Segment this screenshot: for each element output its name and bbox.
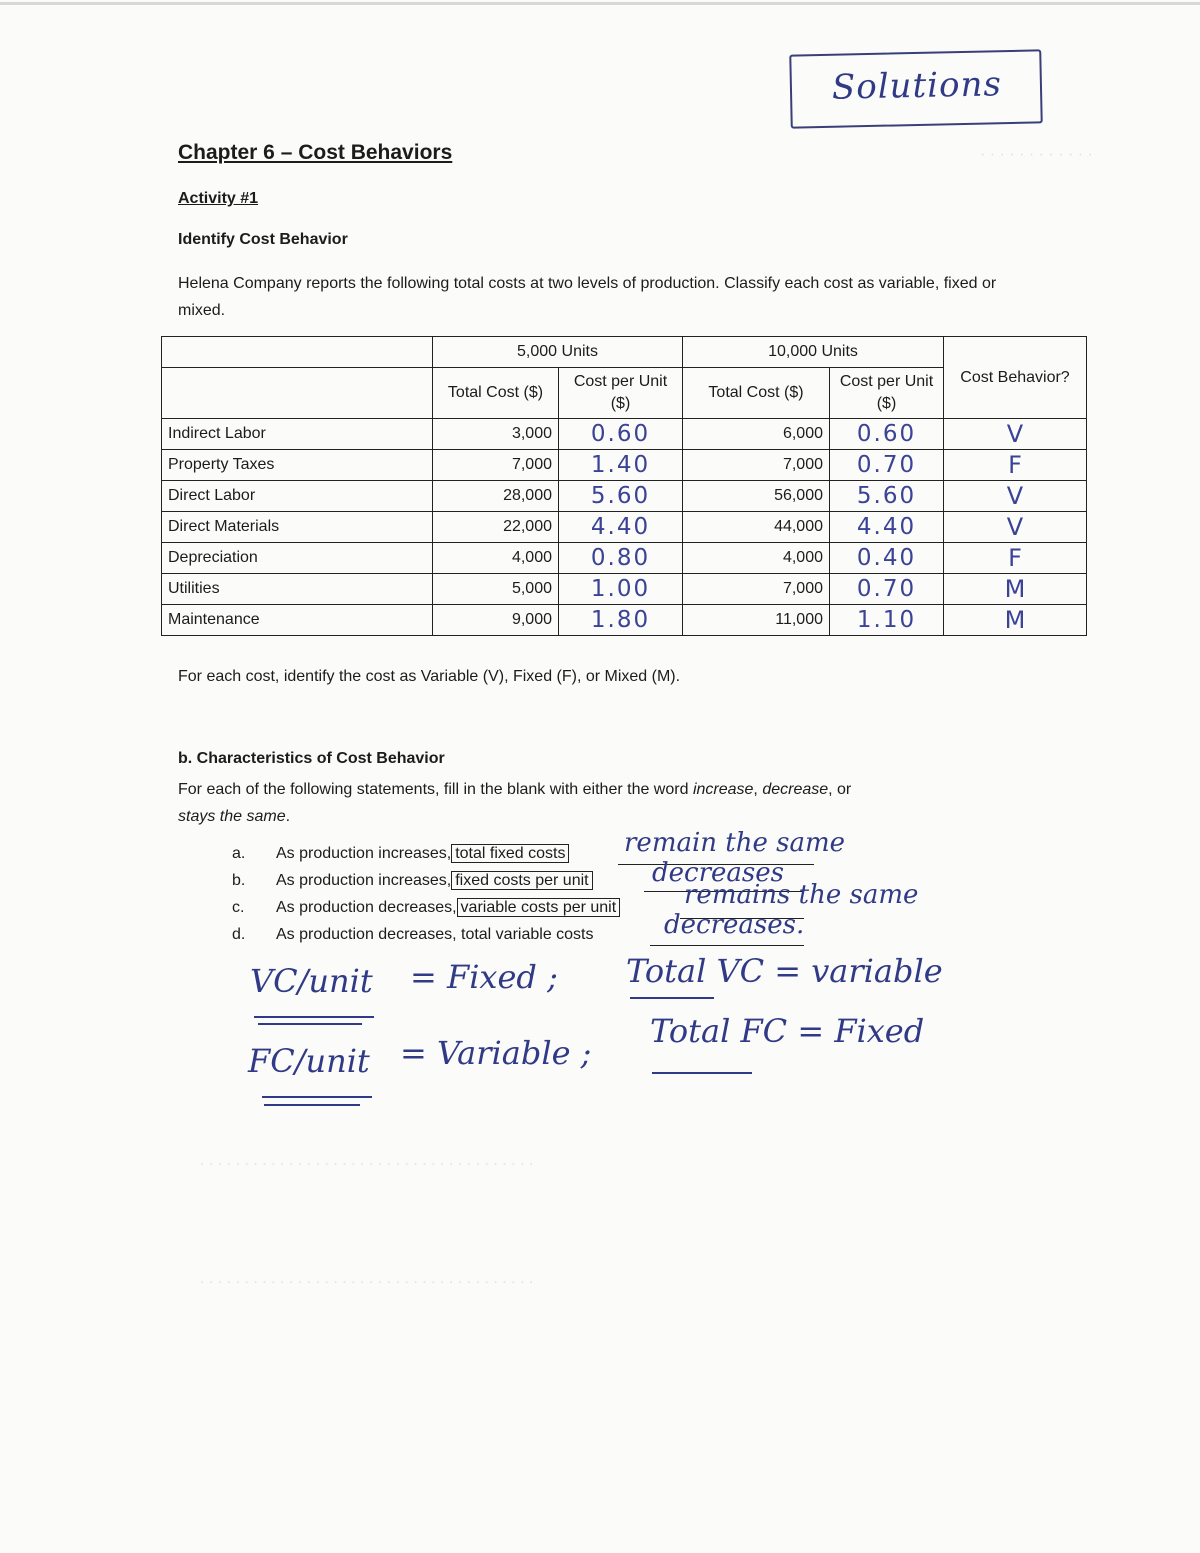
note-vc-unit: VC/unit xyxy=(250,962,373,1000)
cost-behavior: V xyxy=(944,481,1087,512)
table-row xyxy=(162,481,1087,512)
text-or: , or xyxy=(828,781,852,798)
total-cost-10k: 4,000 xyxy=(683,543,830,574)
part-b-text-prefix: For each of the following statements, fill in the blank with either the word xyxy=(178,781,693,798)
solutions-label: Solutions xyxy=(831,64,1003,108)
cost-behavior: V xyxy=(944,419,1087,450)
unit-cost-10k: 1.10 xyxy=(830,605,944,636)
text-end: . xyxy=(285,808,291,825)
note-fc-unit: FC/unit xyxy=(248,1042,370,1080)
cost-label: Indirect Labor xyxy=(162,419,433,450)
total-cost-10k: 7,000 xyxy=(683,450,830,481)
cost-behavior: M xyxy=(944,605,1087,636)
table-header-blank xyxy=(162,337,433,368)
table-row xyxy=(162,574,1087,605)
note-total-fc: Total FC = Fixed xyxy=(650,1012,925,1050)
note-vc-fixed: = Fixed ; xyxy=(410,958,558,996)
table-row xyxy=(162,419,1087,450)
unit-cost-5k: 0.60 xyxy=(559,419,683,450)
table-row xyxy=(162,450,1087,481)
statement-boxed-term: fixed costs per unit xyxy=(451,871,592,890)
statement-prefix: As production decreases, xyxy=(276,899,457,916)
document-page: · · · · · · · · · · · · . . . . . . . . . . . . . . . . . . . . . . . . . . . . . . . . . . . . . . . . . . . . . . . . . . . . . . . . . . . . . . . . . . . . . . . . . . . . Solutions Chapter 6 – Cost Behaviors Activity #1 Identify Cost Behavior Helena Company reports the following total costs at two levels of production. Classify each cost as variable, fixed or mixed. 5,000 Units 10,000 Units Cost Behavior? Total Cost ($) Cost per Unit ($) Total Cost ($) Cost per Unit ($) Indirect Labor 3,000 0.60 6,000 0.60 V Property Taxes 7,000 1.40 7,000 0.70 F Direct Labor 28,000 5.60 56,000 5.60 V Direct Materials 22,000 4.40 44,000 4.40 V Depreciation 4,000 0.80 4,000 0.40 F Utilities 5,000 1.00 7,000 0.70 M Maintenance 9,000 1.80 11,000 1.10 M For each cost, identify the cost as Variable (V), Fixed (F), or Mixed (M). b. Characteristics of Cost Behavior For each of the following statements, fill in the blank with either the word increase, decrease, or stays the same. a. As production increases, total fixed costs remain the same b. As production increases, fixed costs per unit decreases c. As production decreases, variable costs per unit remains the same d. As production decreases, total variable costs decreases. VC/unit = Fixed ; Total VC = variable FC/unit = Variable ; Total FC = Fixed xyxy=(0,0,1200,1553)
note-fc-variable: = Variable ; xyxy=(400,1034,592,1072)
table-body xyxy=(162,419,1087,636)
word-increase: increase xyxy=(692,781,754,798)
answer-b: decreases xyxy=(652,858,784,888)
note-underline xyxy=(264,1104,360,1106)
cost-label: Utilities xyxy=(162,574,433,605)
table-row xyxy=(162,512,1087,543)
statement-prefix: As production increases, xyxy=(276,845,452,862)
scan-edge xyxy=(0,2,1200,5)
col-header-unit-10k: Cost per Unit ($) xyxy=(830,368,944,419)
statement-letter: a. xyxy=(232,845,246,862)
unit-cost-10k: 0.40 xyxy=(830,543,944,574)
note-underline xyxy=(630,997,714,999)
table-row xyxy=(162,543,1087,574)
cost-label: Maintenance xyxy=(162,605,433,636)
unit-cost-10k: 0.70 xyxy=(830,450,944,481)
unit-cost-5k: 0.80 xyxy=(559,543,683,574)
note-underline xyxy=(258,1023,362,1025)
col-header-unit-5k: Cost per Unit ($) xyxy=(559,368,683,419)
group-header-10k: 10,000 Units xyxy=(683,337,944,368)
total-cost-10k: 7,000 xyxy=(683,574,830,605)
cost-behavior: M xyxy=(944,574,1087,605)
total-cost-5k: 22,000 xyxy=(433,512,559,543)
intro-text: Helena Company reports the following total costs at two levels of production. Classify each cost as variable, fixed or mixed. xyxy=(178,275,997,319)
answer-a: remain the same xyxy=(624,828,846,858)
group-header-5k: 5,000 Units xyxy=(433,337,683,368)
col-header-total-10k: Total Cost ($) xyxy=(683,368,830,419)
instruction-text: For each cost, identify the cost as Variable (V), Fixed (F), or Mixed (M). xyxy=(178,668,681,685)
unit-cost-5k: 5.60 xyxy=(559,481,683,512)
total-cost-5k: 9,000 xyxy=(433,605,559,636)
total-cost-5k: 3,000 xyxy=(433,419,559,450)
statement-b xyxy=(232,872,593,890)
total-cost-5k: 7,000 xyxy=(433,450,559,481)
text-comma: , xyxy=(753,781,763,798)
statement-boxed-term: variable costs per unit xyxy=(457,898,621,917)
cost-label: Direct Labor xyxy=(162,481,433,512)
statement-letter: d. xyxy=(232,926,246,943)
unit-cost-10k: 0.60 xyxy=(830,419,944,450)
table-header-blank-2 xyxy=(162,368,433,419)
cost-behavior: V xyxy=(944,512,1087,543)
total-cost-10k: 6,000 xyxy=(683,419,830,450)
unit-cost-5k: 1.00 xyxy=(559,574,683,605)
total-cost-5k: 28,000 xyxy=(433,481,559,512)
part-b-text xyxy=(178,776,998,830)
page-title: Chapter 6 – Cost Behaviors xyxy=(178,141,453,164)
total-cost-10k: 56,000 xyxy=(683,481,830,512)
unit-cost-10k: 0.70 xyxy=(830,574,944,605)
total-cost-10k: 11,000 xyxy=(683,605,830,636)
statement-prefix: As production decreases, total variable costs xyxy=(276,926,594,943)
blank-line-d xyxy=(650,945,804,946)
col-header-behavior: Cost Behavior? xyxy=(944,337,1087,419)
note-underline xyxy=(262,1096,372,1098)
word-decrease: decrease xyxy=(762,781,829,798)
activity-heading: Activity #1 xyxy=(178,190,259,207)
note-total-vc: Total VC = variable xyxy=(626,952,943,990)
answer-d: decreases. xyxy=(664,910,805,940)
statement-boxed-term: total fixed costs xyxy=(451,844,569,863)
note-underline xyxy=(254,1016,374,1018)
unit-cost-5k: 4.40 xyxy=(559,512,683,543)
cost-label: Direct Materials xyxy=(162,512,433,543)
total-cost-10k: 44,000 xyxy=(683,512,830,543)
cost-label: Depreciation xyxy=(162,543,433,574)
section-heading: Identify Cost Behavior xyxy=(178,231,348,248)
statement-a xyxy=(232,845,569,863)
statement-letter: c. xyxy=(232,899,245,916)
statement-letter: b. xyxy=(232,872,246,889)
statement-prefix: As production increases, xyxy=(276,872,452,889)
answer-c: remains the same xyxy=(684,880,919,910)
unit-cost-10k: 5.60 xyxy=(830,481,944,512)
cost-table xyxy=(161,336,1087,636)
unit-cost-10k: 4.40 xyxy=(830,512,944,543)
table-row xyxy=(162,605,1087,636)
cost-behavior: F xyxy=(944,543,1087,574)
total-cost-5k: 5,000 xyxy=(433,574,559,605)
col-header-total-5k: Total Cost ($) xyxy=(433,368,559,419)
statement-d xyxy=(232,926,594,944)
cost-label: Property Taxes xyxy=(162,450,433,481)
table-group-header-row xyxy=(162,337,1087,368)
note-underline xyxy=(652,1072,752,1074)
statement-c xyxy=(232,899,620,917)
unit-cost-5k: 1.80 xyxy=(559,605,683,636)
unit-cost-5k: 1.40 xyxy=(559,450,683,481)
cost-behavior: F xyxy=(944,450,1087,481)
total-cost-5k: 4,000 xyxy=(433,543,559,574)
solutions-stamp xyxy=(789,49,1042,128)
word-stays: stays the same xyxy=(178,808,286,825)
part-b-heading: b. Characteristics of Cost Behavior xyxy=(178,750,445,767)
